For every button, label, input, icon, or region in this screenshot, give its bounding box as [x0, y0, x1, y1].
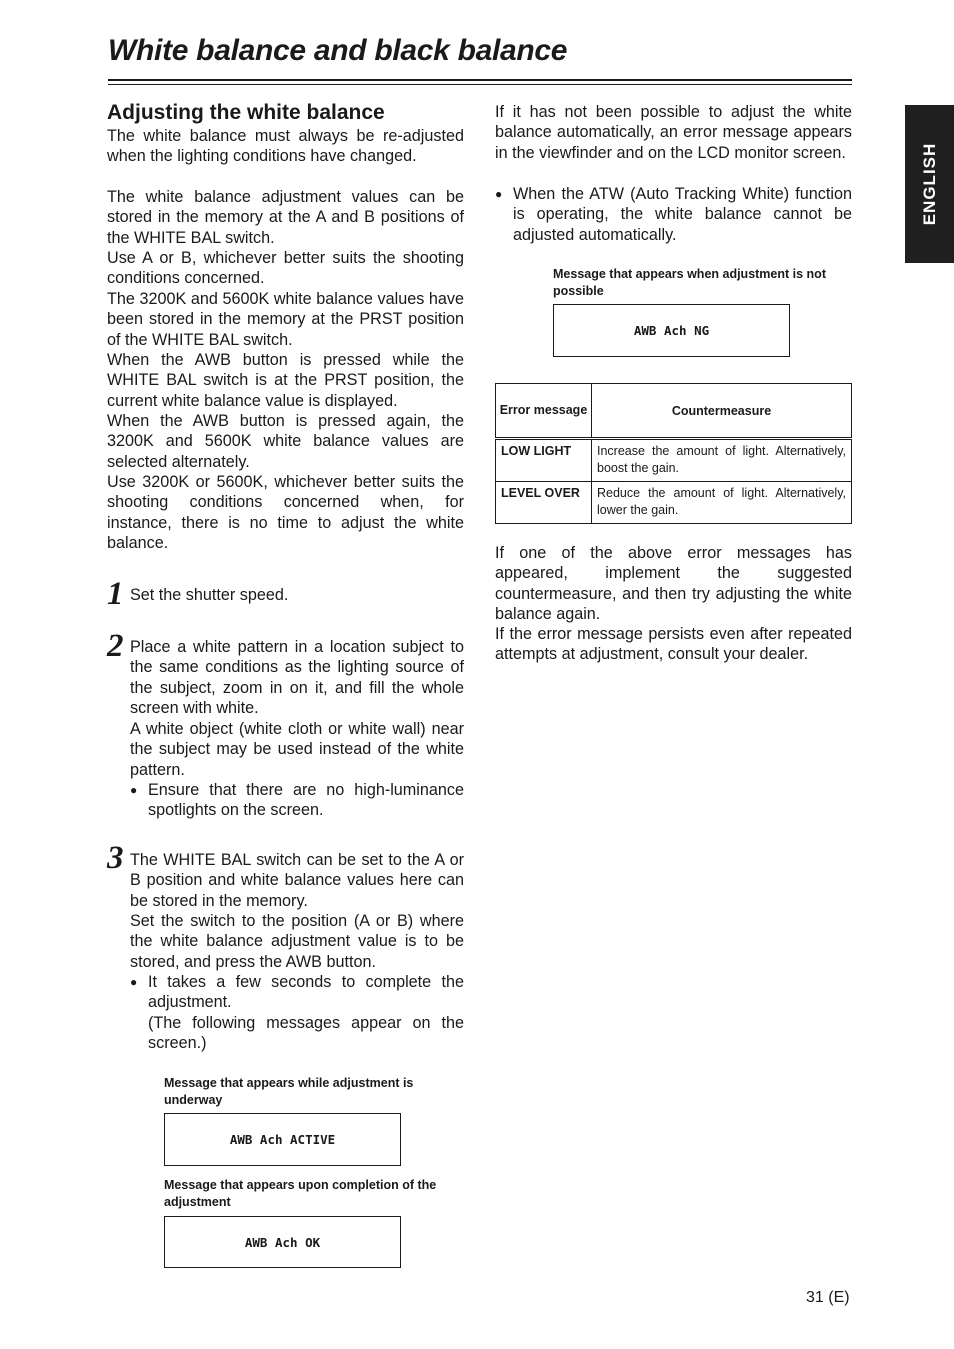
right-paragraph-3: If the error message persists even after repeated attempts at adjustment, consult your dealer.: [495, 625, 852, 664]
ok-message-text: AWB Ach OK: [244, 1234, 321, 1250]
table-row: [496, 439, 852, 482]
page-number: 31 (E): [806, 1289, 850, 1306]
bullet-dot-icon: ●: [130, 783, 138, 797]
intro-paragraph-5: When the AWB button is pressed while the WHITE BAL switch is at the PRST position, the current white balance value is displayed.: [107, 351, 464, 410]
intro-paragraph-7: Use 3200K or 5600K, whichever better suits the shooting conditions concerned when, for instance, there is no time to adjust the white balance.: [107, 473, 464, 553]
active-message-box: [164, 1113, 401, 1166]
step-3-text: The WHITE BAL switch can be set to the A or B position and white balance values here can be stored in the memory.: [130, 851, 464, 910]
intro-paragraph-6: When the AWB button is pressed again, the 3200K and 5600K white balance values are selected alternately.: [107, 412, 464, 471]
step-number-3: 3: [107, 840, 124, 876]
right-bullet-1-text: When the ATW (Auto Tracking White) function is operating, the white balance cannot be adjusted automatically.: [513, 185, 852, 244]
section-heading: Adjusting the white balance: [107, 101, 385, 124]
right-paragraph-2: If one of the above error messages has appeared, implement the suggested countermeasure, and then try adjusting the white balance again.: [495, 544, 852, 624]
language-tab-label: ENGLISH: [919, 142, 939, 226]
step-number-2: 2: [107, 628, 124, 664]
active-message-caption: Message that appears while adjustment is underway: [164, 1076, 414, 1107]
step-2-bullet-text: Ensure that there are no high-luminance spotlights on the screen.: [148, 781, 464, 820]
step-3-bullet-continuation: (The following messages appear on the screen.): [148, 1013, 464, 1053]
step-number-1: 1: [107, 576, 124, 612]
ok-message-box: [164, 1216, 401, 1268]
right-paragraph-1: If it has not been possible to adjust the white balance automatically, an error message appears in the viewfinder and on the LCD monitor screen.: [495, 103, 852, 162]
error-code-cell: LOW LIGHT: [496, 439, 592, 482]
table-row: [496, 482, 852, 524]
active-message-text: AWB Ach ACTIVE: [229, 1132, 336, 1147]
error-code-cell: LEVEL OVER: [496, 482, 592, 524]
intro-paragraph-4: The 3200K and 5600K white balance values have been stored in the memory at the PRST position of the WHITE BAL switch.: [107, 290, 464, 349]
step-3-text-2: Set the switch to the position (A or B) where the white balance adjustment value is to be stored, and press the AWB button.: [130, 912, 464, 971]
bullet-dot-icon: ●: [130, 975, 138, 989]
step-2-text: Place a white pattern in a location subject to the same conditions as the lighting source of the subject, zoom in on it, and fill the whole screen with white.: [130, 638, 464, 718]
step-3-bullet: [130, 972, 464, 1054]
language-tab: [905, 105, 954, 263]
countermeasure-cell: Reduce the amount of light. Alternatively, lower the gain.: [592, 482, 852, 524]
ng-message-caption: Message that appears when adjustment is not possible: [553, 267, 826, 298]
step-2-text-2: A white object (white cloth or white wall) near the subject may be used instead of the white pattern.: [130, 720, 464, 779]
error-table: [495, 383, 852, 524]
title-rule-thick: [108, 79, 852, 81]
step-2-bullet: [130, 780, 464, 821]
ng-message-text: AWB Ach NG: [633, 323, 710, 338]
intro-paragraph-1: The white balance must always be re-adjusted when the lighting conditions have changed.: [107, 127, 464, 166]
intro-paragraph-3: Use A or B, whichever better suits the shooting conditions concerned.: [107, 249, 464, 288]
header-error-message: Error message: [496, 384, 592, 439]
step-1-text: Set the shutter speed.: [130, 586, 289, 604]
intro-paragraph-2: The white balance adjustment values can be stored in the memory at the A and B positions of the WHITE BAL switch.: [107, 188, 464, 247]
error-table-header: [496, 384, 852, 439]
header-countermeasure: Countermeasure: [592, 384, 852, 439]
right-bullet-1: [495, 184, 852, 245]
step-3-bullet-text: It takes a few seconds to complete the adjustment. (The following messages appear on the screen.): [148, 973, 464, 1053]
page-title: White balance and black balance: [108, 34, 568, 67]
bullet-dot-icon: ●: [495, 187, 503, 201]
ok-message-caption: Message that appears upon completion of the adjustment: [164, 1178, 437, 1209]
ng-message-box: [553, 304, 790, 357]
countermeasure-cell: Increase the amount of light. Alternatively, boost the gain.: [592, 439, 852, 482]
title-rule-thin: [108, 84, 852, 85]
